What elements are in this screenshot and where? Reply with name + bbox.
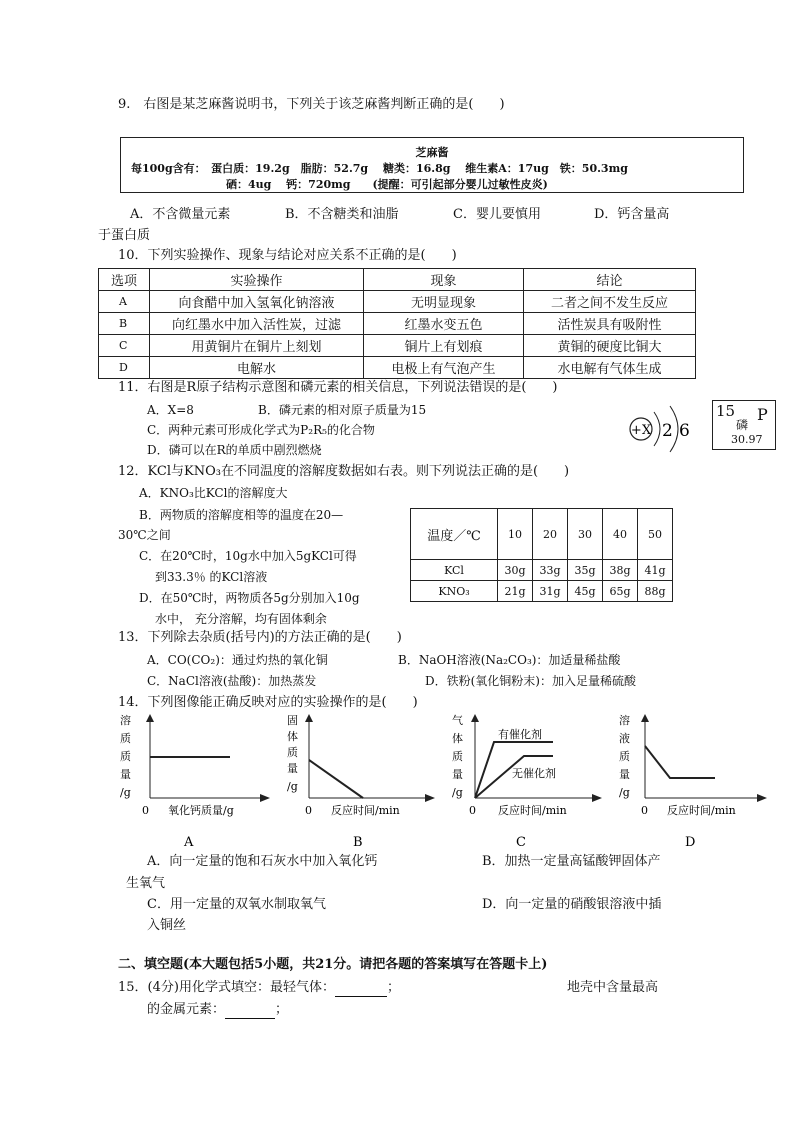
cell: 33g bbox=[533, 560, 568, 581]
header-cell: 结论 bbox=[524, 269, 696, 291]
graph-a bbox=[118, 712, 278, 852]
cell: 黄铜的硬度比铜大 bbox=[524, 335, 696, 357]
svg-text:液: 液 bbox=[619, 732, 630, 745]
cell: 88g bbox=[638, 581, 673, 602]
cell: 35g bbox=[568, 560, 603, 581]
cell: 红墨水变五色 bbox=[364, 313, 524, 335]
q13-stem: 13．下列除去杂质(括号内)的方法正确的是( ) bbox=[118, 630, 402, 645]
svg-text:溶: 溶 bbox=[619, 714, 630, 727]
q14-option-d: D．向一定量的硝酸银溶液中插 bbox=[482, 897, 662, 912]
q13-option-a: A．CO(CO₂)：通过灼热的氧化铜 bbox=[147, 653, 328, 667]
q9-stem: 9. 右图是某芝麻酱说明书，下列关于该芝麻酱判断正确的是( ) bbox=[118, 97, 505, 112]
svg-text:0: 0 bbox=[469, 804, 476, 817]
cell: 用黄铜片在铜片上刻划 bbox=[150, 335, 364, 357]
svg-text:体: 体 bbox=[452, 732, 463, 745]
q12-option-d: D．在50℃时，两物质各5g分别加入10g bbox=[139, 591, 360, 605]
header-cell: 20 bbox=[533, 509, 568, 560]
element-symbol: P bbox=[757, 405, 768, 424]
svg-text:D: D bbox=[685, 835, 696, 850]
x-axis-label: 氧化钙质量/g bbox=[168, 804, 234, 817]
header-cell: 40 bbox=[603, 509, 638, 560]
curve bbox=[645, 746, 715, 778]
shell2-count: 6 bbox=[679, 421, 690, 441]
cell: 21g bbox=[498, 581, 533, 602]
header-cell: 实验操作 bbox=[150, 269, 364, 291]
q12-option-d-cont: 水中， 充分溶解，均有固体剩余 bbox=[155, 612, 327, 626]
cell: 水电解有气体生成 bbox=[524, 357, 696, 379]
q15-line2 bbox=[147, 1002, 288, 1019]
header-cell: 温度／℃ bbox=[411, 509, 498, 560]
q12-option-b: B．两物质的溶解度相等的温度在20— bbox=[139, 508, 344, 522]
q11-option-b: B．磷元素的相对原子质量为15 bbox=[258, 403, 427, 417]
q12-option-c-cont: 到33.3％ 的KCl溶液 bbox=[155, 570, 268, 584]
svg-text:质: 质 bbox=[287, 746, 298, 759]
sesame-label-box bbox=[120, 137, 744, 193]
svg-text:C: C bbox=[516, 835, 526, 850]
q12-option-b-cont: 30℃之间 bbox=[118, 528, 171, 542]
svg-text:/g: /g bbox=[287, 780, 298, 793]
q14-option-b-cont: 生氧气 bbox=[126, 876, 166, 891]
table-header-row bbox=[99, 269, 696, 291]
section-2-heading: 二、填空题(本大题包括5小题，共21分。请把各题的答案填写在答题卡上) bbox=[118, 957, 548, 972]
cell: C bbox=[99, 335, 150, 357]
graph-letter: A bbox=[184, 835, 194, 850]
q15-prompt-2-cont: 的金属元素： bbox=[147, 1002, 226, 1017]
element-name: 磷 bbox=[736, 418, 749, 432]
cell: 二者之间不发生反应 bbox=[524, 291, 696, 313]
q14-option-c: C．用一定量的双氧水制取氧气 bbox=[147, 897, 326, 912]
header-cell: 30 bbox=[568, 509, 603, 560]
svg-text:/g: /g bbox=[120, 786, 131, 799]
atomic-mass: 30.97 bbox=[731, 433, 763, 446]
q9-option-c: C．婴儿要慎用 bbox=[453, 207, 541, 222]
q12-option-c: C．在20℃时，10g水中加入5gKCl可得 bbox=[139, 549, 357, 563]
svg-text:0: 0 bbox=[305, 804, 312, 817]
semicolon: ； bbox=[386, 980, 400, 995]
q14-option-a: A．向一定量的饱和石灰水中加入氧化钙 bbox=[147, 854, 378, 869]
cell: 活性炭具有吸附性 bbox=[524, 313, 696, 335]
cell: KCl bbox=[411, 560, 498, 581]
label-title: 芝麻酱 bbox=[415, 146, 449, 159]
table-row bbox=[99, 335, 696, 357]
cell: 铜片上有划痕 bbox=[364, 335, 524, 357]
graph-b bbox=[283, 712, 443, 852]
atomic-number: 15 bbox=[716, 402, 736, 420]
svg-text:量: 量 bbox=[120, 768, 131, 781]
cell: 38g bbox=[603, 560, 638, 581]
cell: D bbox=[99, 357, 150, 379]
svg-text:量: 量 bbox=[287, 762, 298, 775]
nucleus-label: +X bbox=[630, 423, 652, 438]
origin-label: 0 bbox=[142, 804, 149, 817]
graph-c bbox=[450, 712, 610, 852]
cell: A bbox=[99, 291, 150, 313]
q15-line1 bbox=[118, 980, 400, 997]
cell: 电极上有气泡产生 bbox=[364, 357, 524, 379]
cell: 30g bbox=[498, 560, 533, 581]
q12-option-a: A．KNO₃比KCl的溶解度大 bbox=[139, 486, 288, 500]
svg-text:/g: /g bbox=[452, 786, 463, 799]
cell: 45g bbox=[568, 581, 603, 602]
q9-option-d: D．钙含量高 bbox=[594, 207, 670, 222]
svg-text:/g: /g bbox=[619, 786, 630, 799]
svg-text:反应时间/min: 反应时间/min bbox=[667, 804, 736, 817]
table-row bbox=[411, 560, 673, 581]
svg-text:有催化剂: 有催化剂 bbox=[498, 728, 542, 741]
cell: 31g bbox=[533, 581, 568, 602]
q11-option-c: C．两种元素可形成化学式为P₂R₅的化合物 bbox=[147, 423, 375, 437]
shell1-count: 2 bbox=[662, 421, 673, 441]
answer-blank-metal-element[interactable] bbox=[225, 1002, 275, 1019]
svg-text:溶: 溶 bbox=[120, 714, 131, 727]
header-cell: 选项 bbox=[99, 269, 150, 291]
cell: 41g bbox=[638, 560, 673, 581]
cell: 向红墨水中加入活性炭，过滤 bbox=[150, 313, 364, 335]
q10-table bbox=[98, 268, 696, 379]
q11-option-d: D．磷可以在R的单质中剧烈燃烧 bbox=[147, 443, 322, 457]
svg-text:反应时间/min: 反应时间/min bbox=[498, 804, 567, 817]
q15-prompt-2: 地壳中含量最高 bbox=[567, 980, 659, 995]
cell: 电解水 bbox=[150, 357, 364, 379]
q9-option-b: B．不含糖类和油脂 bbox=[285, 207, 399, 222]
table-row bbox=[99, 291, 696, 313]
q9-option-d-cont: 于蛋白质 bbox=[98, 228, 151, 243]
svg-text:量: 量 bbox=[619, 768, 630, 781]
table-row bbox=[99, 313, 696, 335]
q14-option-d-cont: 入铜丝 bbox=[147, 918, 187, 933]
q13-option-d: D．铁粉(氧化铜粉末)：加入足量稀硫酸 bbox=[425, 674, 636, 688]
q13-option-c: C．NaCl溶液(盐酸)：加热蒸发 bbox=[147, 674, 317, 688]
q9-option-a: A．不含微量元素 bbox=[130, 207, 231, 222]
cell: 向食醋中加入氢氧化钠溶液 bbox=[150, 291, 364, 313]
svg-text:气: 气 bbox=[452, 714, 463, 727]
semicolon: ； bbox=[275, 1002, 289, 1017]
label-line2: 硒：4ug 钙：720mg (提醒：可引起部分婴儿过敏性皮炎) bbox=[226, 178, 548, 191]
q14-stem: 14．下列图像能正确反映对应的实验操作的是( ) bbox=[118, 695, 418, 710]
q12-stem: 12．KCl与KNO₃在不同温度的溶解度数据如右表。则下列说法正确的是( ) bbox=[118, 464, 570, 479]
q14-option-b: B．加热一定量高锰酸钾固体产 bbox=[482, 854, 661, 869]
header-cell: 50 bbox=[638, 509, 673, 560]
svg-text:B: B bbox=[353, 835, 363, 850]
svg-text:固: 固 bbox=[287, 714, 298, 727]
header-cell: 10 bbox=[498, 509, 533, 560]
curve bbox=[309, 760, 363, 798]
q13-option-b: B．NaOH溶液(Na₂CO₃)：加适量稀盐酸 bbox=[398, 653, 621, 667]
svg-text:无催化剂: 无催化剂 bbox=[512, 767, 556, 780]
cell: B bbox=[99, 313, 150, 335]
phosphorus-element-card bbox=[712, 400, 776, 450]
header-cell: 现象 bbox=[364, 269, 524, 291]
table-row bbox=[99, 357, 696, 379]
label-line1: 每100g含有： 蛋白质：19.2g 脂肪：52.7g 糖类：16.8g 维生素A：17ug 铁：50.3mg bbox=[131, 162, 628, 175]
svg-text:质: 质 bbox=[120, 732, 131, 745]
svg-text:质: 质 bbox=[120, 750, 131, 763]
svg-text:反应时间/min: 反应时间/min bbox=[331, 804, 400, 817]
q11-option-a: A．X=8 bbox=[147, 403, 194, 417]
solubility-table bbox=[410, 508, 673, 602]
svg-text:质: 质 bbox=[452, 750, 463, 763]
svg-text:质: 质 bbox=[619, 750, 630, 763]
q11-stem: 11．右图是R原子结构示意图和磷元素的相关信息，下列说法错误的是( ) bbox=[118, 380, 558, 395]
atom-structure-diagram bbox=[624, 400, 704, 455]
graph-d bbox=[615, 712, 775, 852]
cell: 无明显现象 bbox=[364, 291, 524, 313]
q15-prompt-1: 15．(4分)用化学式填空：最轻气体： bbox=[118, 980, 335, 995]
table-header-row bbox=[411, 509, 673, 560]
svg-text:量: 量 bbox=[452, 768, 463, 781]
svg-text:0: 0 bbox=[641, 804, 648, 817]
cell: 65g bbox=[603, 581, 638, 602]
cell: KNO₃ bbox=[411, 581, 498, 602]
q10-stem: 10．下列实验操作、现象与结论对应关系不正确的是( ) bbox=[118, 248, 457, 263]
answer-blank-lightest-gas[interactable] bbox=[335, 980, 387, 997]
svg-text:体: 体 bbox=[287, 730, 298, 743]
table-row bbox=[411, 581, 673, 602]
